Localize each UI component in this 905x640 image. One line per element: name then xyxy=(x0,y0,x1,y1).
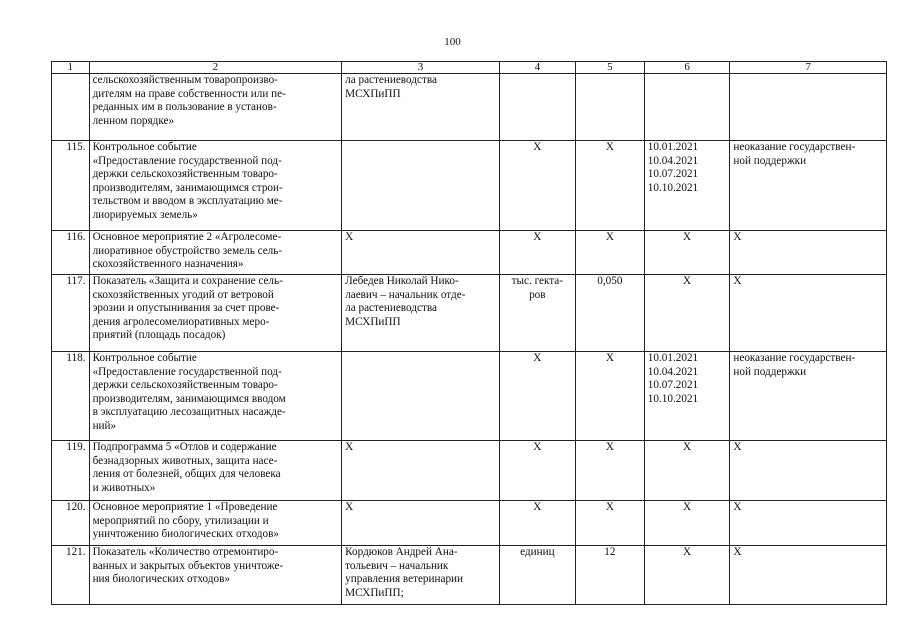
table-row xyxy=(52,74,887,141)
row-name: Подпрограмма 5 «Отлов и содержание безнадзорных животных, защита насе- ления от болезней, общих для человека и животных» xyxy=(89,441,342,501)
page-number: 100 xyxy=(444,36,461,48)
header-col-5: 5 xyxy=(575,62,644,74)
program-table xyxy=(51,61,887,605)
row-number: 116. xyxy=(52,231,90,275)
row-number: 120. xyxy=(52,501,90,546)
row-value: 12 xyxy=(575,546,644,605)
row-number: 119. xyxy=(52,441,90,501)
row-responsible: Кордюков Андрей Ана- тольевич – начальник управления ветеринарии МСХПиПП; xyxy=(342,546,500,605)
row-name: Основное мероприятие 1 «Проведение мероприятий по сбору, утилизации и уничтожению биологических отходов» xyxy=(89,501,342,546)
row-number xyxy=(52,74,90,141)
row-unit xyxy=(499,74,575,141)
header-col-7: 7 xyxy=(730,62,887,74)
row-date: 10.01.2021 10.04.2021 10.07.2021 10.10.2021 xyxy=(644,352,730,441)
row-value: X xyxy=(575,231,644,275)
row-name: Показатель «Количество отремонтиро- ванных и закрытых объектов уничтоже- ния биологических отходов» xyxy=(89,546,342,605)
header-col-6: 6 xyxy=(644,62,730,74)
row-date xyxy=(644,74,730,141)
table-row xyxy=(52,546,887,605)
row-note: X xyxy=(730,501,887,546)
row-unit: X xyxy=(499,352,575,441)
row-date: X xyxy=(644,546,730,605)
row-value: X xyxy=(575,501,644,546)
row-note: неоказание государствен- ной поддержки xyxy=(730,352,887,441)
row-value xyxy=(575,74,644,141)
header-col-2: 2 xyxy=(89,62,342,74)
row-responsible: ла растениеводства МСХПиПП xyxy=(342,74,500,141)
row-date: X xyxy=(644,275,730,352)
header-col-4: 4 xyxy=(499,62,575,74)
table-row xyxy=(52,441,887,501)
row-unit: тыс. гекта- ров xyxy=(499,275,575,352)
row-unit: X xyxy=(499,441,575,501)
row-unit: X xyxy=(499,231,575,275)
row-responsible: X xyxy=(342,441,500,501)
table-row xyxy=(52,231,887,275)
table-row xyxy=(52,352,887,441)
table-row xyxy=(52,501,887,546)
row-responsible: X xyxy=(342,501,500,546)
row-name: сельскохозяйственным товаропроизво- дителям на праве собственности или пе- реданных им в пользование в установ- ленном порядке» xyxy=(89,74,342,141)
row-value: 0,050 xyxy=(575,275,644,352)
row-name: Контрольное событие «Предоставление государственной под- держки сельскохозяйственным товаро- производителям, занимающимся строи- тельством и вводом в эксплуатацию ме- лиорируемых земель» xyxy=(89,141,342,231)
row-unit: X xyxy=(499,141,575,231)
header-row xyxy=(52,62,887,74)
row-note: неоказание государствен- ной поддержки xyxy=(730,141,887,231)
row-note xyxy=(730,74,887,141)
header-col-1: 1 xyxy=(52,62,90,74)
row-date: X xyxy=(644,231,730,275)
row-note: X xyxy=(730,275,887,352)
table-row xyxy=(52,275,887,352)
row-note: X xyxy=(730,546,887,605)
row-responsible: Лебедев Николай Нико- лаевич – начальник отде- ла растениеводства МСХПиПП xyxy=(342,275,500,352)
table-row xyxy=(52,141,887,231)
row-number: 115. xyxy=(52,141,90,231)
header-col-3: 3 xyxy=(342,62,500,74)
row-responsible xyxy=(342,352,500,441)
row-responsible: X xyxy=(342,231,500,275)
row-value: X xyxy=(575,141,644,231)
row-name: Контрольное событие «Предоставление государственной под- держки сельскохозяйственным товаро- производителям, занимающимся вводом в эксплуатацию лесозащитных насажде- ний» xyxy=(89,352,342,441)
row-note: X xyxy=(730,441,887,501)
row-unit: единиц xyxy=(499,546,575,605)
row-number: 121. xyxy=(52,546,90,605)
row-unit: X xyxy=(499,501,575,546)
row-value: X xyxy=(575,352,644,441)
row-responsible xyxy=(342,141,500,231)
row-name: Основное мероприятие 2 «Агролесоме- лиоративное обустройство земель сель- скохозяйственного назначения» xyxy=(89,231,342,275)
row-number: 117. xyxy=(52,275,90,352)
row-note: X xyxy=(730,231,887,275)
row-value: X xyxy=(575,441,644,501)
row-date: X xyxy=(644,501,730,546)
row-name: Показатель «Защита и сохранение сель- скохозяйственных угодий от ветровой эрозии и опустынивания за счет прове- дения агролесомелиоративных меро- приятий (площадь посадок) xyxy=(89,275,342,352)
row-number: 118. xyxy=(52,352,90,441)
row-date: X xyxy=(644,441,730,501)
row-date: 10.01.2021 10.04.2021 10.07.2021 10.10.2021 xyxy=(644,141,730,231)
